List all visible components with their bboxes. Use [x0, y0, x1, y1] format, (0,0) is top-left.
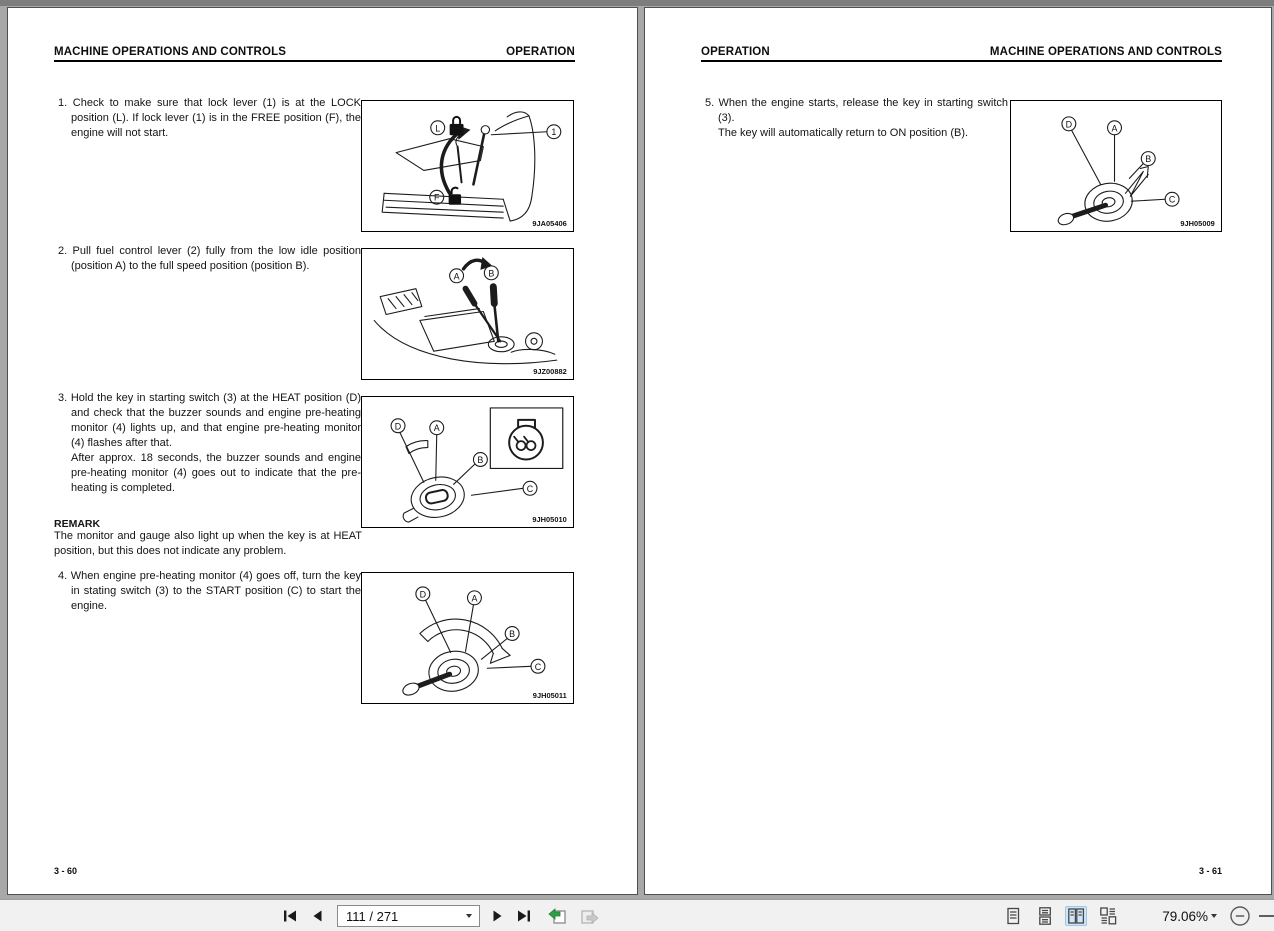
zoom-out-icon: [1229, 905, 1251, 927]
running-header-left: OPERATION: [701, 46, 770, 58]
svg-text:A: A: [453, 271, 460, 282]
page-number-input[interactable]: [337, 905, 480, 927]
figure-key-on: [1010, 100, 1222, 232]
svg-text:L: L: [435, 123, 441, 134]
svg-text:B: B: [488, 268, 495, 279]
page-left: [7, 7, 638, 895]
figure-key-start: [361, 572, 574, 704]
continuous-view-icon: [1035, 906, 1055, 926]
figure-code: 9JH05011: [532, 691, 567, 701]
svg-text:A: A: [1111, 123, 1118, 134]
svg-text:1: 1: [551, 127, 557, 138]
figure-fuel-lever: [361, 248, 574, 380]
svg-text:F: F: [434, 192, 440, 203]
svg-text:B: B: [1145, 154, 1152, 165]
figure-code: 9JH05010: [532, 515, 567, 525]
figure-code: 9JA05406: [532, 219, 567, 229]
label-C-circle: [531, 659, 545, 673]
next-page-icon: [488, 907, 506, 925]
preheat-monitor-icon: [509, 420, 543, 460]
previous-view-icon: [546, 906, 568, 926]
figure-lock-lever: [361, 100, 574, 232]
label-B-circle: [473, 453, 487, 467]
step-3-block: [58, 391, 361, 496]
continuous-facing-view-icon: [1098, 906, 1118, 926]
page-dropdown-caret-icon[interactable]: [466, 914, 472, 918]
label-C-circle: [523, 481, 537, 495]
continuous-facing-view-button[interactable]: [1097, 906, 1119, 926]
continuous-view-button[interactable]: [1034, 906, 1056, 926]
zoom-level-value[interactable]: 79.06%: [1162, 909, 1208, 924]
figure-key-heat: [361, 396, 574, 528]
first-page-button[interactable]: [279, 906, 301, 926]
page-indicator-value: 111 / 271: [346, 908, 399, 924]
step-5-continuation: The key will automatically return to ON position (B).: [718, 127, 969, 139]
zoom-slider-track[interactable]: [1259, 915, 1274, 917]
svg-text:C: C: [526, 483, 534, 494]
label-D-circle: [416, 587, 430, 601]
step-1-text: 1. Check to make sure that lock lever (1) is at the LOCK position (L). If lock lever (1) is in the FREE position (F), the engine will not start.: [58, 97, 361, 139]
running-header-left: MACHINE OPERATIONS AND CONTROLS: [54, 46, 287, 58]
next-view-icon: [579, 906, 601, 926]
first-page-icon: [281, 907, 299, 925]
label-L-circle: [431, 121, 445, 135]
svg-text:B: B: [509, 629, 516, 640]
last-page-icon: [515, 907, 533, 925]
remark-text: The monitor and gauge also light up when the key is at HEAT position, but this does not indicate any problem.: [54, 530, 362, 557]
label-A-circle: [468, 591, 482, 605]
step-5-text: 5. When the engine starts, release the key in starting switch (3).: [705, 97, 1008, 124]
last-page-button[interactable]: [513, 906, 535, 926]
bottom-toolbar: [0, 899, 1274, 931]
previous-page-icon: [309, 907, 327, 925]
label-1-circle: [547, 125, 561, 139]
page-number: 3 - 61: [1198, 866, 1222, 876]
running-header-right: OPERATION: [506, 46, 575, 58]
zoom-dropdown-caret-icon[interactable]: [1211, 914, 1217, 918]
step-3-text: 3. Hold the key in starting switch (3) at the HEAT position (D) and check that the buzzer sounds and engine pre-heating monitor (4) lights up, and that engine pre-heating monitor (4) flashes after that.: [58, 392, 361, 449]
lock-open-icon: [449, 188, 461, 205]
previous-page-button[interactable]: [307, 906, 329, 926]
facing-pages-view-icon: [1066, 906, 1086, 926]
zoom-out-button[interactable]: [1229, 905, 1251, 927]
label-F-circle: [430, 190, 444, 204]
page-right: [644, 7, 1272, 895]
label-D-circle: [391, 419, 405, 433]
header-rule: [701, 60, 1222, 62]
label-B-circle: [484, 266, 498, 280]
previous-view-button[interactable]: [546, 906, 568, 926]
svg-text:C: C: [1168, 194, 1176, 205]
step-3-continuation: After approx. 18 seconds, the buzzer sounds and engine pre-heating monitor (4) goes out to indicate that the pre-heating is completed.: [71, 452, 361, 494]
figure-code: 9JH05009: [1180, 219, 1215, 229]
svg-text:A: A: [471, 593, 478, 604]
single-page-view-icon: [1003, 906, 1023, 926]
label-D-circle: [1062, 117, 1076, 131]
next-page-button[interactable]: [486, 906, 508, 926]
next-view-button[interactable]: [579, 906, 601, 926]
svg-text:A: A: [433, 423, 440, 434]
step-4-text: 4. When engine pre-heating monitor (4) goes off, turn the key in stating switch (3) to the START position (C) to start the engine.: [58, 570, 361, 612]
label-A-circle: [430, 421, 444, 435]
svg-text:D: D: [394, 421, 402, 432]
running-header-right: MACHINE OPERATIONS AND CONTROLS: [989, 46, 1222, 58]
label-C-circle: [1165, 192, 1179, 206]
remark-title: REMARK: [54, 518, 101, 530]
svg-text:D: D: [419, 589, 427, 600]
canvas-top-margin: [0, 0, 1274, 6]
step-5-block: [705, 96, 1008, 141]
page-number: 3 - 60: [54, 866, 78, 876]
facing-pages-view-button[interactable]: [1065, 906, 1087, 926]
svg-text:D: D: [1065, 119, 1073, 130]
header-rule: [54, 60, 575, 62]
step-2-text: 2. Pull fuel control lever (2) fully from the low idle position (position A) to the full speed position (position B).: [58, 245, 361, 272]
label-A-circle: [1108, 121, 1122, 135]
label-A-circle: [450, 269, 464, 283]
label-B-circle: [505, 627, 519, 641]
figure-code: 9JZ00882: [533, 367, 567, 377]
lock-closed-icon: [450, 117, 464, 135]
svg-text:C: C: [534, 661, 542, 672]
label-B-circle: [1141, 152, 1155, 166]
single-page-view-button[interactable]: [1002, 906, 1024, 926]
svg-text:B: B: [477, 454, 484, 465]
